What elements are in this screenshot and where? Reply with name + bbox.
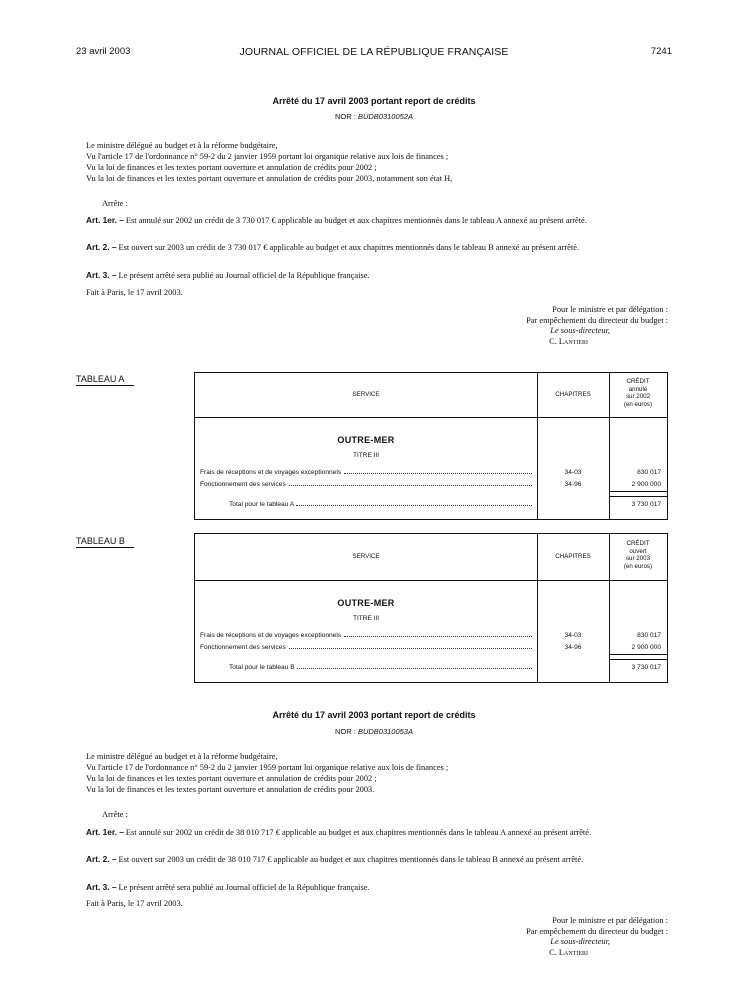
article-text: Le présent arrêté sera publié au Journal officiel de la République française. — [118, 883, 370, 892]
article-label: Art. 1er. – — [86, 215, 124, 225]
nor-code: BUDB0310053A — [357, 727, 413, 736]
row-chapitre: 34-96 — [564, 644, 582, 651]
arrete-2-intro: Le ministre délégué au budget et à la réforme budgétaire, — [86, 752, 278, 761]
nor-code: BUDB0310052A — [357, 112, 413, 121]
row-value: 2 900 000 — [631, 481, 661, 488]
tableau-b-label: TABLEAU B — [76, 536, 134, 548]
tableau-b — [194, 533, 668, 683]
col-credit-line: sur 2003 — [625, 555, 651, 562]
arrete-2-vu-2: Vu la loi de finances et les textes portant ouverture et annulation de crédits pour 2002 ; — [86, 774, 377, 783]
subsection-title: TITRE III — [353, 615, 379, 622]
signature-line-2: Par empêchement du directeur du budget : — [526, 315, 668, 325]
col-credit-line: (en euros) — [623, 562, 653, 570]
col-credit-line: annulé — [628, 385, 648, 393]
arrete-2-signature — [526, 916, 668, 958]
arrete-1-vu-2: Vu la loi de finances et les textes portant ouverture et annulation de crédits pour 2002 ; — [86, 163, 377, 172]
col-credit-line: CRÉDIT — [626, 540, 650, 547]
arrete-2-arrete: Arrête : — [102, 810, 128, 819]
article-text: Est ouvert sur 2003 un crédit de 38 010 717 € applicable au budget et aux chapitres mentionnés dans le tableau B annexé au présent arrêté. — [118, 855, 584, 864]
arrete-2-fait: Fait à Paris, le 17 avril 2003. — [86, 899, 183, 908]
arrete-1-nor — [76, 112, 672, 121]
row-label: Frais de réceptions et de voyages exceptionnels — [200, 632, 342, 639]
article-text: Est annulé sur 2002 un crédit de 3 730 017 € applicable au budget et aux chapitres mentionnés dans le tableau A annexé au présent arrêté. — [125, 216, 587, 225]
article-text: Est ouvert sur 2003 un crédit de 3 730 017 € applicable au budget et aux chapitres mentionnés dans le tableau B annexé au présent arrêté. — [118, 243, 580, 252]
row-label: Fonctionnement des services — [200, 481, 286, 488]
signature-role: Le sous-directeur, — [550, 937, 610, 946]
arrete-1-intro: Le ministre délégué au budget et à la réforme budgétaire, — [86, 141, 278, 150]
signature-line-1: Pour le ministre et par délégation : — [552, 916, 668, 925]
col-credit-line: sur 2002 — [625, 393, 651, 400]
total-label: Total pour le tableau B — [229, 664, 295, 671]
arrete-1-article-2 — [76, 242, 672, 253]
nor-label: NOR : — [335, 727, 356, 736]
article-label: Art. 2. – — [86, 854, 117, 864]
row-value: 830 017 — [637, 632, 661, 639]
arrete-1-article-3 — [76, 270, 672, 281]
article-label: Art. 3. – — [86, 270, 117, 280]
journal-title: JOURNAL OFFICIEL DE LA RÉPUBLIQUE FRANÇAISE — [239, 46, 509, 58]
col-credit-line: ouvert — [629, 547, 647, 555]
article-label: Art. 2. – — [86, 242, 117, 252]
signature-line-2: Par empêchement du directeur du budget : — [526, 926, 668, 936]
arrete-1-vu-1: Vu l'article 17 de l'ordonnance n° 59-2 du 2 janvier 1959 portant loi organique relative aux lois de finances ; — [86, 152, 449, 161]
article-text: Est annulé sur 2002 un crédit de 38 010 717 € applicable au budget et aux chapitres mentionnés dans le tableau A annexé au présent arrêté. — [125, 828, 592, 837]
row-chapitre: 34-96 — [564, 481, 582, 488]
arrete-2-article-1 — [76, 827, 672, 838]
row-value: 830 017 — [637, 469, 661, 476]
arrete-1-title: Arrêté du 17 avril 2003 portant report de crédits — [272, 96, 476, 106]
total-value: 3 730 017 — [631, 501, 661, 508]
row-chapitre: 34-03 — [564, 632, 582, 639]
col-credit — [609, 378, 667, 408]
arrete-1-vu-3: Vu la loi de finances et les textes portant ouverture et annulation de crédits pour 2003, notamment son état H, — [86, 174, 453, 183]
col-chapitres: CHAPITRES — [555, 553, 591, 560]
arrete-2-article-3 — [76, 882, 672, 893]
tableau-a-label: TABLEAU A — [76, 374, 134, 386]
arrete-2-nor — [76, 727, 672, 736]
table-row — [200, 469, 534, 476]
signature-line-1: Pour le ministre et par délégation : — [552, 305, 668, 314]
arrete-2-vu-1: Vu l'article 17 de l'ordonnance n° 59-2 du 2 janvier 1959 portant loi organique relative aux lois de finances ; — [86, 763, 449, 772]
row-label: Frais de réceptions et de voyages exceptionnels — [200, 469, 342, 476]
table-row — [200, 481, 534, 488]
page-number: 7241 — [650, 46, 672, 57]
nor-label: NOR : — [335, 112, 356, 121]
col-chapitres: CHAPITRES — [555, 391, 591, 398]
section-title: OUTRE-MER — [337, 598, 395, 608]
arrete-2-vu-3: Vu la loi de finances et les textes portant ouverture et annulation de crédits pour 2003. — [86, 785, 375, 794]
total-row — [229, 501, 534, 508]
page-header — [76, 46, 672, 60]
col-credit-line: (en euros) — [623, 400, 653, 408]
arrete-1-arrete: Arrête : — [102, 199, 128, 208]
total-row — [229, 664, 534, 671]
article-label: Art. 3. – — [86, 882, 117, 892]
article-text: Le présent arrêté sera publié au Journal officiel de la République française. — [118, 271, 370, 280]
arrete-1-signature — [526, 305, 668, 347]
subsection-title: TITRE III — [353, 452, 379, 459]
total-label: Total pour le tableau A — [229, 501, 295, 508]
row-value: 2 900 000 — [631, 644, 661, 651]
arrete-2-title: Arrêté du 17 avril 2003 portant report de crédits — [272, 710, 476, 720]
signature-name: C. Lantieri — [549, 947, 588, 957]
col-credit — [609, 540, 667, 570]
section-title: OUTRE-MER — [337, 435, 395, 445]
signature-role: Le sous-directeur, — [550, 326, 610, 335]
arrete-1-article-1 — [76, 215, 672, 226]
col-credit-line: CRÉDIT — [626, 378, 650, 385]
total-value: 3 730 017 — [631, 664, 661, 671]
issue-date: 23 avril 2003 — [76, 46, 131, 57]
table-row — [200, 644, 534, 651]
col-service: SERVICE — [352, 391, 380, 398]
row-label: Fonctionnement des services — [200, 644, 286, 651]
signature-name: C. Lantieri — [549, 336, 588, 346]
table-row — [200, 632, 534, 639]
row-chapitre: 34-03 — [564, 469, 582, 476]
arrete-1-fait: Fait à Paris, le 17 avril 2003. — [86, 288, 183, 297]
col-service: SERVICE — [352, 553, 380, 560]
tableau-a — [194, 372, 668, 520]
arrete-2-article-2 — [76, 854, 672, 865]
article-label: Art. 1er. – — [86, 827, 124, 837]
